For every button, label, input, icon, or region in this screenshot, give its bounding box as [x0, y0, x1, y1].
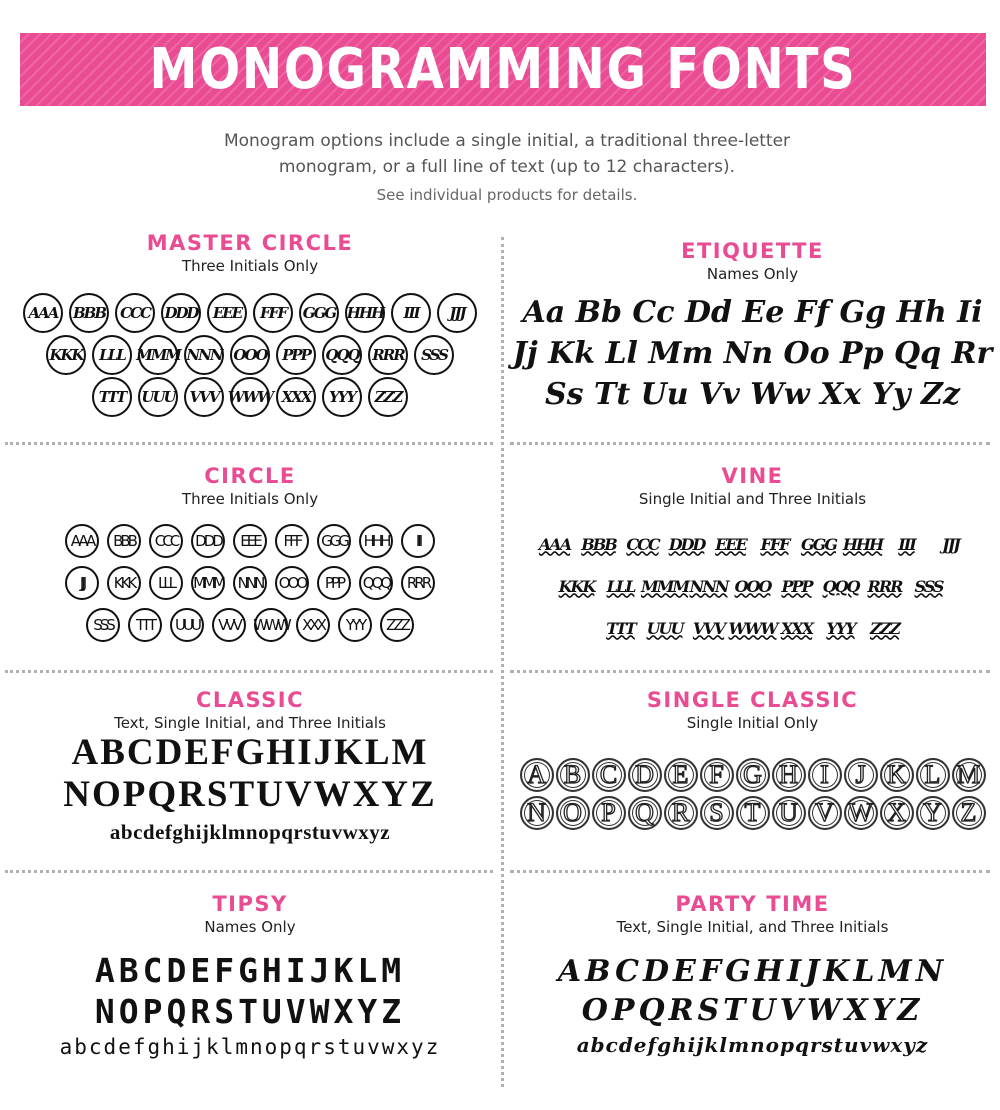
section-title: MASTER CIRCLE [146, 231, 354, 255]
monogram-glyph: FFF [275, 524, 309, 558]
monogram-glyph: HHH [345, 293, 385, 333]
circled-initial: E [664, 758, 698, 792]
sample-line: OPQRSTUVWXYZ [581, 993, 924, 1028]
etiquette-sample [505, 292, 1000, 415]
monogram-glyph: YYY [826, 618, 855, 638]
row-divider [5, 670, 493, 673]
section-subtitle: Three Initials Only [181, 257, 319, 275]
monogram-glyph: PPP [317, 566, 351, 600]
section-subtitle: Three Initials Only [181, 490, 319, 508]
monogram-glyph: GGG [317, 524, 351, 558]
monogram-glyph: RRR [401, 566, 435, 600]
circled-initial: W [844, 796, 878, 830]
section-subtitle: Text, Single Initial, and Three Initials [114, 714, 386, 732]
monogram-glyph: AAA [23, 293, 63, 333]
circled-initial: S [700, 796, 734, 830]
monogram-glyph: UUU [138, 377, 178, 417]
section-title: CIRCLE [204, 464, 296, 488]
circled-initial: B [556, 758, 590, 792]
monogram-glyph: EEE [715, 534, 746, 554]
circled-initial: M [952, 758, 986, 792]
monogram-glyph: QQQ [822, 576, 859, 596]
monogram-glyph: GGG [801, 534, 836, 554]
circled-initial: H [772, 758, 806, 792]
monogram-glyph: CCC [149, 524, 183, 558]
monogram-glyph: KKK [107, 566, 141, 600]
row-divider [510, 870, 990, 873]
circled-initial: P [592, 796, 626, 830]
monogram-glyph: WWW [728, 618, 777, 638]
sample-line: ABCDEFGHIJKLM [71, 732, 429, 773]
monogram-glyph: VVV [692, 618, 725, 638]
intro-line-1: Monogram options include a single initial, a traditional three-letter [223, 131, 791, 151]
circled-initial: J [844, 758, 878, 792]
circled-initial: K [880, 758, 914, 792]
section-subtitle: Text, Single Initial, and Three Initials [616, 918, 889, 936]
monogram-glyph: III [401, 524, 435, 558]
monogram-glyph: BBB [107, 524, 141, 558]
monogram-glyph: BBB [69, 293, 109, 333]
monogram-glyph: XXX [276, 377, 316, 417]
section-etiquette [505, 239, 1000, 285]
sample-line: abcdefghijklmnopqrstuvwxyz [59, 1035, 441, 1059]
circled-initial: F [700, 758, 734, 792]
section-title: CLASSIC [195, 688, 305, 712]
monogram-row [505, 607, 1000, 649]
section-master-circle [0, 231, 500, 277]
circled-initial: L [916, 758, 950, 792]
monogram-glyph: JJJ [942, 534, 959, 554]
classic-sample [0, 732, 500, 848]
monogram-glyph: OOO [734, 576, 771, 596]
monogram-glyph: DDD [191, 524, 225, 558]
monogram-glyph: NNN [233, 566, 267, 600]
row-divider [5, 870, 493, 873]
section-party-time [505, 892, 1000, 938]
circled-initial: Q [628, 796, 662, 830]
circled-initial: O [556, 796, 590, 830]
monogram-row [0, 376, 500, 418]
monogram-glyph: AAA [65, 524, 99, 558]
monogram-glyph: KKK [558, 576, 595, 596]
monogram-glyph: JJJ [65, 566, 99, 600]
section-title: TIPSY [212, 892, 288, 916]
monogram-row [0, 604, 500, 646]
section-subtitle: Single Initial and Three Initials [638, 490, 867, 508]
monogram-row [505, 565, 1000, 607]
monogram-glyph: XXX [780, 618, 813, 638]
intro-text [200, 128, 814, 208]
monogram-glyph: CCC [115, 293, 155, 333]
monogram-glyph: AAA [538, 534, 571, 554]
section-title: ETIQUETTE [681, 239, 824, 263]
circled-initial: Z [952, 796, 986, 830]
initial-row [505, 756, 1000, 794]
monogram-glyph: UUU [646, 618, 683, 638]
tipsy-sample [0, 950, 500, 1062]
circled-initial: N [520, 796, 554, 830]
monogram-glyph: NNN [689, 576, 728, 596]
monogram-glyph: FFF [253, 293, 293, 333]
sample-line: ABCDEFGHIJKLMN [557, 954, 948, 989]
circled-initial: G [736, 758, 770, 792]
sample-line: abcdefghijklmnopqrstuvwxyz [576, 1033, 929, 1057]
circled-initial: V [808, 796, 842, 830]
monogram-glyph: YYY [338, 608, 372, 642]
monogram-glyph: SSS [914, 576, 943, 596]
monogram-glyph: CCC [626, 534, 659, 554]
sample-line: ABCDEFGHIJKLM [94, 951, 406, 990]
monogram-glyph: VVV [212, 608, 246, 642]
party-time-sample [505, 952, 1000, 1060]
monogram-glyph: LLL [606, 576, 635, 596]
section-single-classic [505, 688, 1000, 734]
monogram-glyph: QQQ [359, 566, 393, 600]
circled-initial: A [520, 758, 554, 792]
monogram-glyph: PPP [781, 576, 812, 596]
monogram-glyph: BBB [581, 534, 616, 554]
monogram-glyph: SSS [414, 335, 454, 375]
section-classic [0, 688, 500, 734]
circle-sample [0, 520, 500, 646]
section-vine [505, 464, 1000, 510]
row-divider [510, 442, 990, 445]
section-title: VINE [721, 464, 784, 488]
sample-line: Aa Bb Cc Dd Ee Ff Gg Hh Ii [522, 295, 983, 330]
monogram-glyph: TTT [606, 618, 635, 638]
intro-line-2: monogram, or a full line of text (up to 12 characters). [278, 157, 736, 177]
monogram-glyph: PPP [276, 335, 316, 375]
monogram-glyph: EEE [233, 524, 267, 558]
monogram-glyph: HHH [842, 534, 883, 554]
row-divider [5, 442, 493, 445]
page-title: MONOGRAMMING FONTS [149, 37, 857, 102]
circled-initial: Y [916, 796, 950, 830]
circled-initial: C [592, 758, 626, 792]
sample-line: Ss Tt Uu Vv Ww Xx Yy Zz [545, 377, 960, 412]
monogram-glyph: FFF [760, 534, 789, 554]
monogram-glyph: RRR [368, 335, 408, 375]
sample-line: Jj Kk Ll Mm Nn Oo Pp Qq Rr [512, 336, 993, 371]
section-title: SINGLE CLASSIC [646, 688, 859, 712]
monogram-glyph: YYY [322, 377, 362, 417]
circled-initial: D [628, 758, 662, 792]
monogram-glyph: ZZZ [368, 377, 408, 417]
monogram-glyph: TTT [128, 608, 162, 642]
monogram-row [505, 523, 1000, 565]
section-subtitle: Single Initial Only [686, 714, 819, 732]
monogram-glyph: UUU [170, 608, 204, 642]
monogram-glyph: SSS [86, 608, 120, 642]
circled-initial: X [880, 796, 914, 830]
sample-line: NOPQRSTUVWXYZ [94, 992, 406, 1031]
section-tipsy [0, 892, 500, 938]
circled-initial: T [736, 796, 770, 830]
master-circle-sample [0, 292, 500, 418]
monogram-glyph: MMM [191, 566, 225, 600]
monogram-glyph: LLL [92, 335, 132, 375]
circled-initial: R [664, 796, 698, 830]
monogram-glyph: OOO [230, 335, 270, 375]
monogram-glyph: MMM [640, 576, 689, 596]
column-divider [501, 237, 504, 1087]
initial-row [505, 794, 1000, 832]
monogram-glyph: ZZZ [869, 618, 900, 638]
monogram-glyph: XXX [296, 608, 330, 642]
monogram-glyph: OOO [275, 566, 309, 600]
monogram-glyph: III [391, 293, 431, 333]
monogram-row [0, 562, 500, 604]
monogram-glyph: ZZZ [380, 608, 414, 642]
single-classic-sample [505, 756, 1000, 832]
monogram-glyph: RRR [867, 576, 902, 596]
intro-line-3: See individual products for details. [376, 186, 638, 204]
monogram-glyph: QQQ [322, 335, 362, 375]
monogram-row [0, 334, 500, 376]
sample-line: NOPQRSTUVWXYZ [63, 774, 437, 815]
monogram-row [0, 520, 500, 562]
sample-line: abcdefghijklmnopqrstuvwxyz [109, 820, 391, 844]
section-title: PARTY TIME [675, 892, 830, 916]
monogram-glyph: VVV [184, 377, 224, 417]
vine-sample [505, 523, 1000, 649]
section-circle [0, 464, 500, 510]
monogram-glyph: EEE [207, 293, 247, 333]
monogram-row [0, 292, 500, 334]
monogram-glyph: DDD [668, 534, 705, 554]
monogram-glyph: HHH [359, 524, 393, 558]
circled-initial: I [808, 758, 842, 792]
monogram-glyph: TTT [92, 377, 132, 417]
section-subtitle: Names Only [706, 265, 799, 283]
monogram-glyph: MMM [138, 335, 178, 375]
monogram-glyph: NNN [184, 335, 224, 375]
monogram-glyph: DDD [161, 293, 201, 333]
monogram-glyph: KKK [46, 335, 86, 375]
monogram-glyph: JJJ [437, 293, 477, 333]
monogram-glyph: GGG [299, 293, 339, 333]
circled-initial: U [772, 796, 806, 830]
monogram-glyph: LLL [149, 566, 183, 600]
monogram-glyph: WWW [230, 377, 270, 417]
monogram-glyph: III [898, 534, 915, 554]
monogram-glyph: WWW [254, 608, 288, 642]
row-divider [510, 670, 990, 673]
section-subtitle: Names Only [204, 918, 296, 936]
title-banner [20, 33, 986, 106]
